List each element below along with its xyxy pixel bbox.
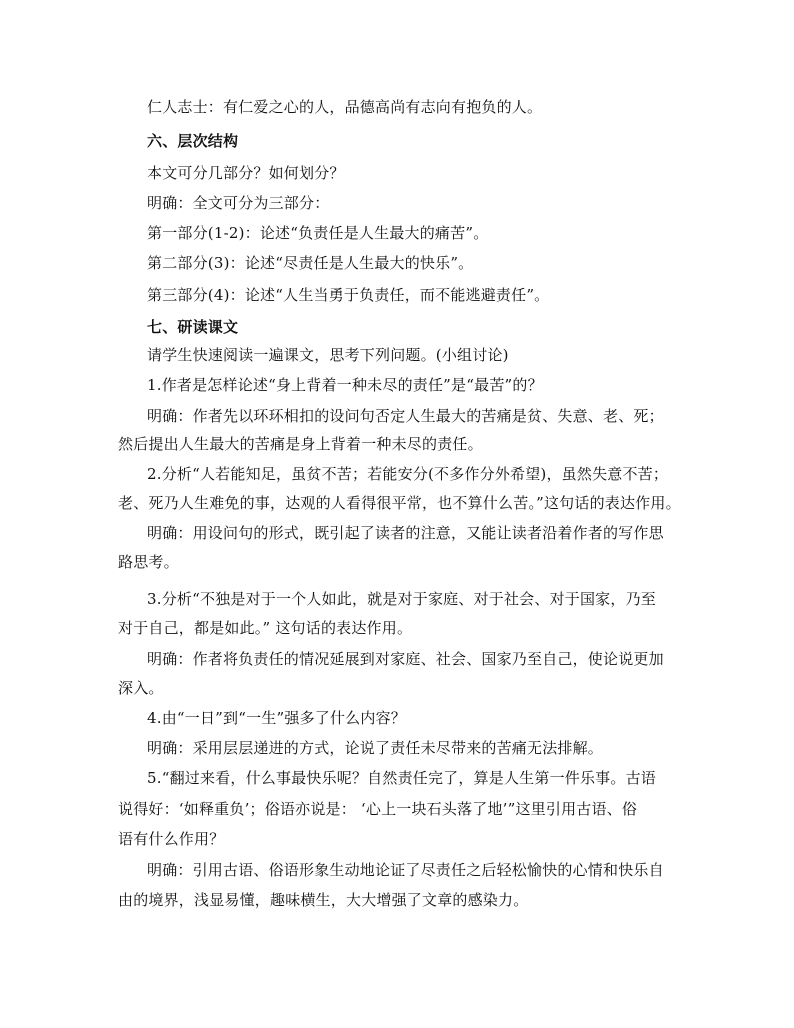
part-three-line: 第三部分(4)：论述“人生当勇于负责任，而不能逃避责任”。 bbox=[147, 286, 550, 304]
answer-1-line-1: 明确：作者先以环环相扣的设问句否定人生最大的苦痛是贫、失意、老、死； bbox=[147, 407, 664, 425]
question-4: 4.由“一日”到“一生”强多了什么内容？ bbox=[147, 709, 406, 727]
answer-3-line-1: 明确：作者将负责任的情况延展到对家庭、社会、国家乃至自己，使论说更加 bbox=[147, 650, 664, 668]
answer-5-line-2: 由的境界，浅显易懂，趣味横生，大大增强了文章的感染力。 bbox=[118, 891, 529, 909]
question-5-line-2: 说得好：‘如释重负’；俗语亦说是： ‘心上一块石头落了地’”这里引用古语、俗 bbox=[118, 800, 638, 818]
answer-5-line-1: 明确：引用古语、俗语形象生动地论证了尽责任之后轻松愉快的心情和快乐自 bbox=[147, 861, 664, 879]
question-5-line-3: 语有什么作用？ bbox=[118, 830, 225, 848]
answer-1-line-2: 然后提出人生最大的苦痛是身上背着一种未尽的责任。 bbox=[118, 435, 483, 453]
paragraph-definition: 仁人志士：有仁爱之心的人，品德高尚有志向有抱负的人。 bbox=[147, 98, 543, 116]
answer-line: 明确：全文可分为三部分： bbox=[147, 194, 330, 212]
answer-3-line-2: 深入。 bbox=[118, 679, 164, 697]
section-heading-structure: 六、层次结构 bbox=[147, 132, 239, 150]
question-5-line-1: 5.“翻过来看，什么事最快乐呢？自然责任完了，算是人生第一件乐事。古语 bbox=[147, 769, 656, 787]
section-heading-reading: 七、研读课文 bbox=[147, 318, 239, 336]
part-two-line: 第二部分(3)：论述“尽责任是人生最大的快乐”。 bbox=[147, 254, 474, 272]
instruction-line: 请学生快速阅读一遍课文，思考下列问题。(小组讨论) bbox=[147, 346, 509, 364]
question-1: 1.作者是怎样论述“身上背着一种未尽的责任”是“最苦”的？ bbox=[147, 376, 543, 394]
question-3-line-2: 对于自己，都是如此。” 这句话的表达作用。 bbox=[118, 619, 413, 637]
answer-4: 明确：采用层层递进的方式，论说了责任未尽带来的苦痛无法排解。 bbox=[147, 739, 604, 757]
answer-2-line-2: 路思考。 bbox=[118, 553, 179, 571]
answer-2-line-1: 明确：用设问句的形式，既引起了读者的注意，又能让读者沿着作者的写作思 bbox=[147, 524, 664, 542]
part-one-line: 第一部分(1-2)：论述“负责任是人生最大的痛苦”。 bbox=[147, 224, 489, 242]
question-2-line-1: 2.分析“人若能知足，虽贫不苦；若能安分(不多作分外希望)，虽然失意不苦； bbox=[147, 465, 669, 483]
question-line: 本文可分几部分？如何划分？ bbox=[147, 164, 345, 182]
question-3-line-1: 3.分析“不独是对于一个人如此，就是对于家庭、对于社会、对于国家，乃至 bbox=[147, 590, 656, 608]
question-2-line-2: 老、死乃人生难免的事，达观的人看得很平常，也不算什么苦。”这句话的表达作用。 bbox=[118, 494, 681, 512]
